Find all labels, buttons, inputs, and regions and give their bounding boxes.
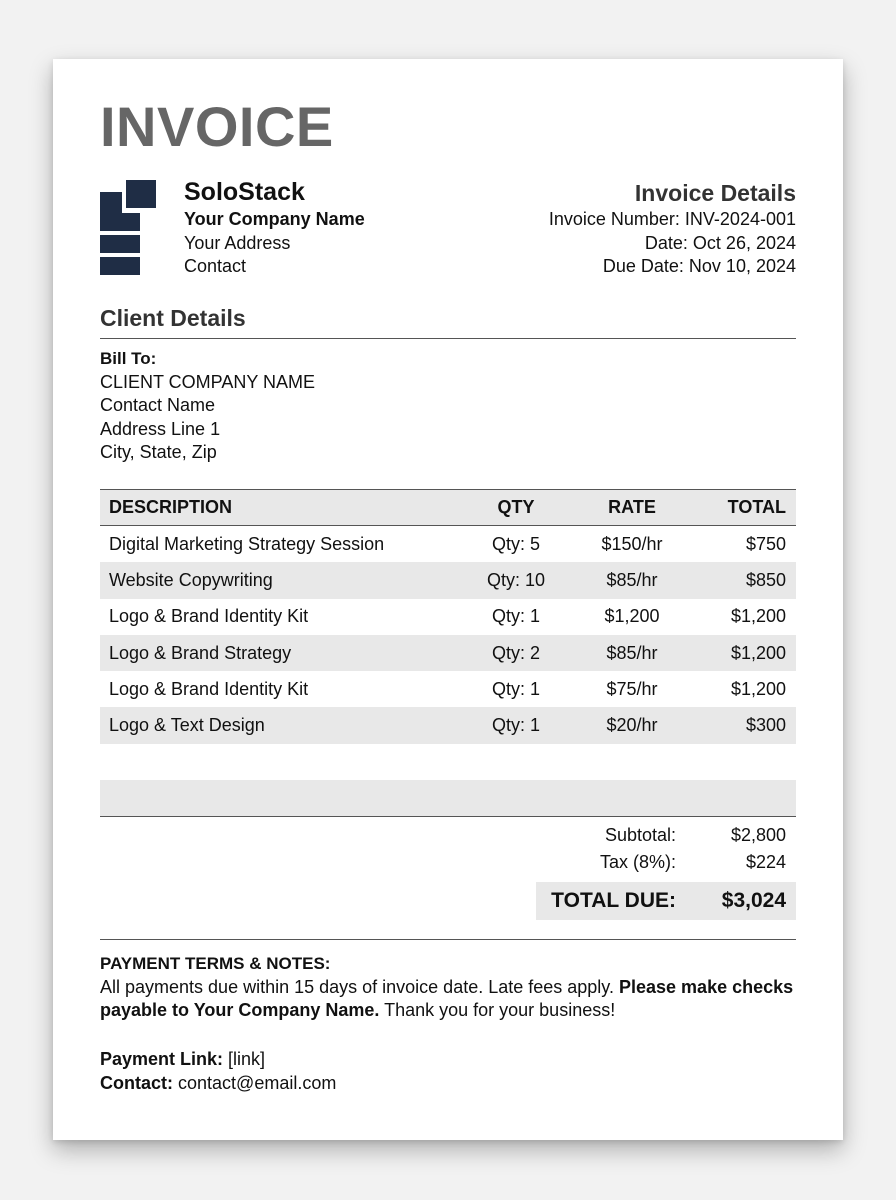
- contact-line: [100, 1071, 336, 1095]
- table-row: [100, 562, 796, 598]
- company-name: Your Company Name: [184, 209, 365, 229]
- company-logo-icon: [100, 180, 158, 276]
- table-row: [100, 707, 796, 743]
- item-qty: Qty: 5: [491, 533, 540, 554]
- notes-text-2: Thank you for your business!: [384, 1000, 616, 1020]
- item-total: $300: [745, 715, 786, 736]
- item-qty: Qty: 1: [491, 715, 540, 736]
- company-info: [184, 176, 365, 279]
- totals-block: [536, 822, 796, 920]
- item-description: Logo & Text Design: [109, 715, 265, 736]
- total-due-label: TOTAL DUE:: [551, 889, 676, 912]
- invoice-number: Invoice Number: INV-2024-001: [548, 209, 796, 229]
- tax-row: [536, 849, 796, 876]
- notes-body: [100, 976, 796, 1023]
- invoice-title: INVOICE: [100, 95, 334, 158]
- empty-table-row: [100, 780, 796, 816]
- contact-label: Contact:: [100, 1073, 173, 1093]
- client-details-heading: Client Details: [100, 303, 796, 339]
- item-qty: Qty: 10: [486, 569, 546, 590]
- item-rate: $85/hr: [606, 642, 658, 663]
- total-due-row: [536, 882, 796, 920]
- invoice-due-date: Due Date: Nov 10, 2024: [602, 256, 796, 276]
- header-description: DESCRIPTION: [109, 497, 233, 517]
- item-description: Digital Marketing Strategy Session: [109, 533, 385, 554]
- item-qty: Qty: 1: [491, 678, 540, 699]
- notes-heading: PAYMENT TERMS & NOTES:: [100, 954, 331, 973]
- client-contact-name: Contact Name: [100, 395, 216, 415]
- bill-to-label: Bill To:: [100, 349, 157, 368]
- item-total: $850: [745, 569, 786, 590]
- subtotal-label: Subtotal:: [604, 825, 676, 845]
- client-address-line: Address Line 1: [100, 418, 221, 439]
- item-total: $750: [745, 533, 786, 554]
- table-row: [100, 526, 796, 562]
- contact-email[interactable]: contact@email.com: [178, 1073, 337, 1093]
- table-divider: [100, 816, 796, 817]
- item-qty: Qty: 2: [491, 642, 540, 663]
- header-total: TOTAL: [727, 497, 786, 517]
- company-contact: Contact: [184, 256, 247, 276]
- item-rate: $75/hr: [606, 678, 658, 699]
- table-row: [100, 599, 796, 635]
- payment-link[interactable]: [link]: [228, 1049, 266, 1069]
- header-rate: RATE: [608, 497, 656, 517]
- client-city-state-zip: City, State, Zip: [100, 442, 217, 462]
- company-brand: SoloStack: [184, 178, 305, 206]
- total-due-value: $3,024: [721, 889, 786, 912]
- subtotal-value: $2,800: [730, 825, 786, 845]
- payment-link-line: [100, 1047, 336, 1071]
- table-row: [100, 635, 796, 671]
- tax-label: Tax (8%):: [599, 852, 676, 872]
- subtotal-row: [536, 822, 796, 849]
- notes-divider: [100, 939, 796, 940]
- bill-to-block: [100, 347, 315, 465]
- table-header-row: [100, 490, 796, 526]
- item-total: $1,200: [730, 606, 786, 627]
- item-description: Logo & Brand Strategy: [109, 642, 292, 663]
- invoice-page: [53, 59, 843, 1140]
- item-qty: Qty: 1: [491, 606, 540, 627]
- item-total: $1,200: [730, 642, 786, 663]
- item-description: Logo & Brand Identity Kit: [109, 678, 309, 699]
- item-rate: $150/hr: [601, 533, 663, 554]
- notes-text-bold: Please make checks payable to Your Company Name.: [100, 976, 794, 1020]
- invoice-date: Date: Oct 26, 2024: [644, 232, 796, 253]
- client-company: CLIENT COMPANY NAME: [100, 371, 316, 392]
- item-description: Website Copywriting: [109, 569, 273, 590]
- company-address: Your Address: [184, 232, 291, 253]
- item-description: Logo & Brand Identity Kit: [109, 606, 309, 627]
- invoice-details-heading: Invoice Details: [634, 180, 796, 206]
- item-rate: $20/hr: [606, 715, 658, 736]
- line-items-table: [100, 489, 796, 744]
- payment-link-label: Payment Link:: [100, 1049, 224, 1069]
- notes-text-1: All payments due within 15 days of invoice date. Late fees apply.: [100, 976, 614, 997]
- tax-value: $224: [745, 852, 786, 872]
- item-rate: $1,200: [604, 606, 660, 627]
- table-row: [100, 671, 796, 707]
- item-total: $1,200: [730, 678, 786, 699]
- payment-notes: [100, 952, 796, 1023]
- payment-contact-block: [100, 1047, 336, 1095]
- header-qty: QTY: [497, 497, 535, 517]
- invoice-details: [549, 178, 796, 279]
- item-rate: $85/hr: [606, 569, 658, 590]
